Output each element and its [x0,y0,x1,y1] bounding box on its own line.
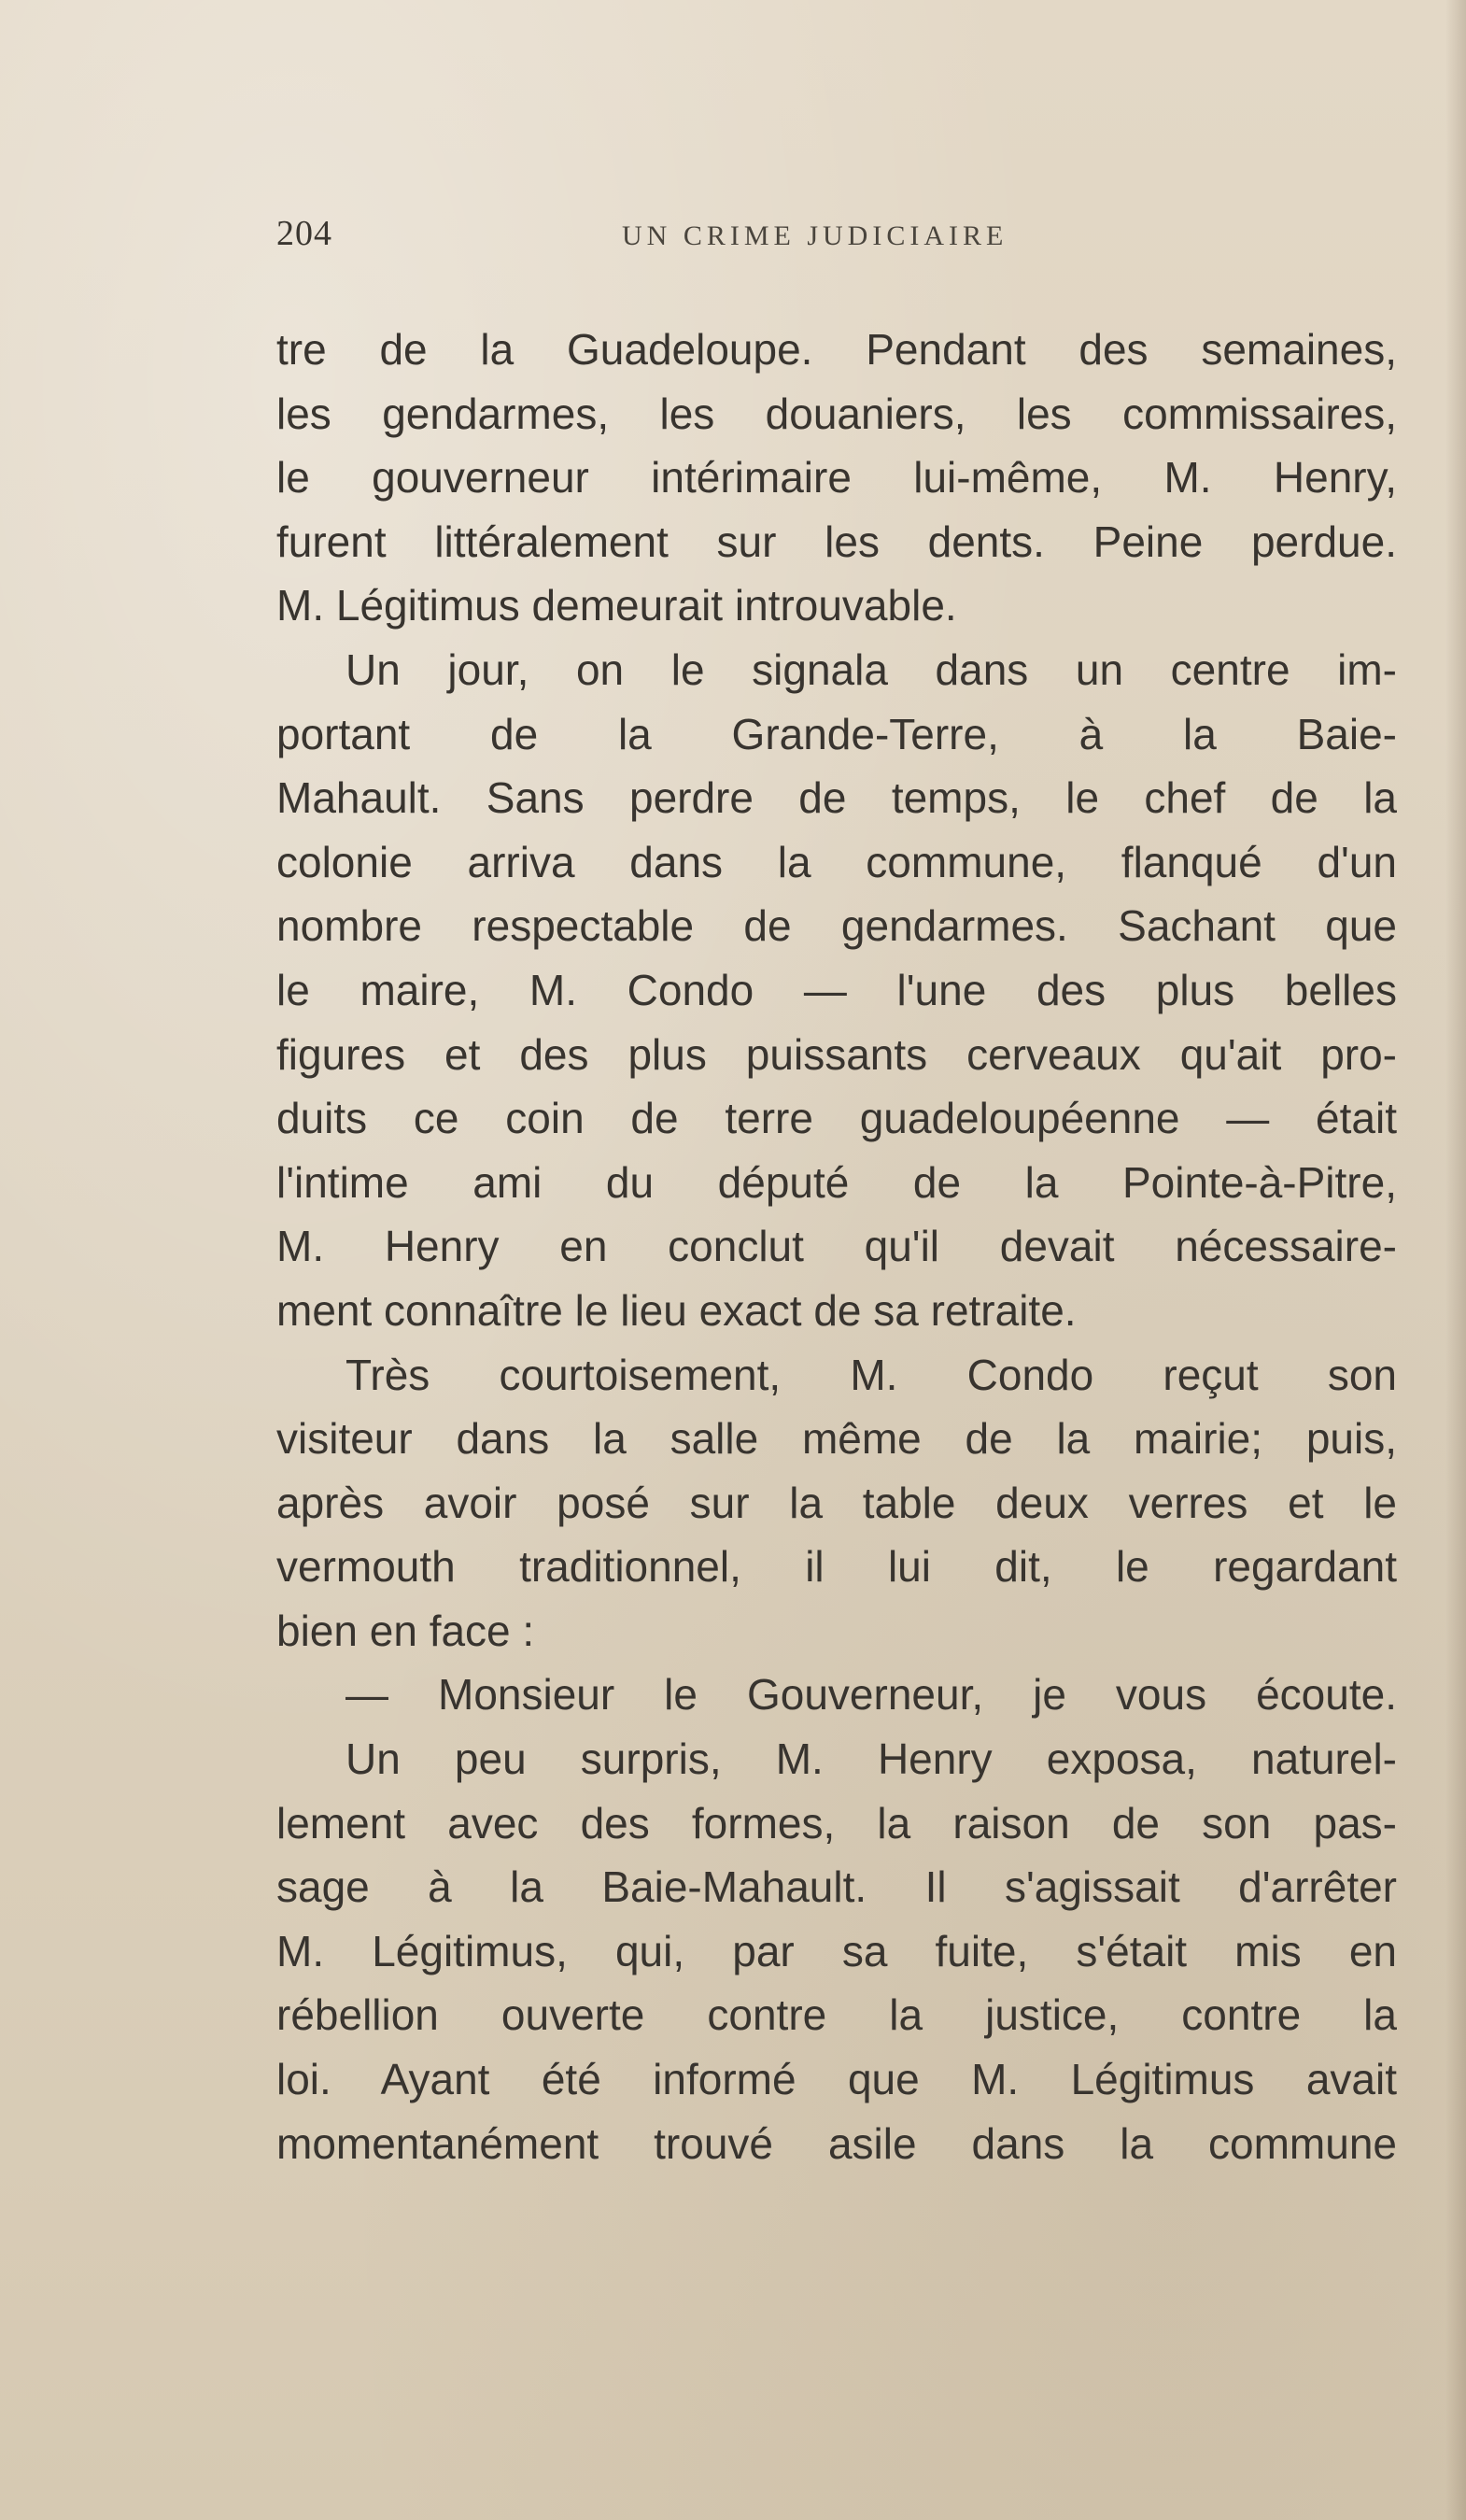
text-line: les gendarmes, les douaniers, les commissaires, [276,389,1397,438]
running-title: UN CRIME JUDICIAIRE [622,220,1008,251]
text-line: vermouth traditionnel, il lui dit, le regardant [276,1542,1397,1592]
page-header [276,213,1210,269]
text-line: colonie arriva dans la commune, flanqué d'un [276,837,1397,886]
text-line: Un peu surpris, M. Henry exposa, naturel- [345,1734,1397,1784]
text-line: ment connaître le lieu exact de sa retraite. [276,1285,1077,1335]
text-line: Mahault. Sans perdre de temps, le chef de la [276,773,1397,823]
text-line: sage à la Baie-Mahault. Il s'agissait d'arrêter [276,1862,1397,1912]
text-line: M. Légitimus, qui, par sa fuite, s'était mis en [276,1926,1397,1975]
text-line: lement avec des formes, la raison de son pas- [276,1798,1397,1848]
text-line: Un jour, on le signala dans un centre im- [345,644,1397,694]
text-line: duits ce coin de terre guadeloupéenne — était [276,1094,1397,1143]
text-line: nombre respectable de gendarmes. Sachant que [276,901,1397,951]
text-line: portant de la Grande-Terre, à la Baie- [276,709,1397,758]
text-line: après avoir posé sur la table deux verres et le [276,1478,1397,1527]
text-line: furent littéralement sur les dents. Peine perdue. [276,517,1397,566]
text-line: M. Henry en conclut qu'il devait nécessaire- [276,1222,1397,1271]
page-number: 204 [276,214,332,253]
text-line: momentanément trouvé asile dans la commune [276,2118,1397,2168]
text-line: l'intime ami du député de la Pointe-à-Pitre, [276,1157,1397,1207]
text-line: le gouverneur intérimaire lui-même, M. Henry, [276,453,1397,503]
text-line: — Monsieur le Gouverneur, je vous écoute. [345,1670,1397,1720]
page-edge-shadow [1445,0,1466,2520]
text-line: tre de la Guadeloupe. Pendant des semaines, [276,325,1397,374]
text-line: rébellion ouverte contre la justice, contre la [276,1990,1397,2040]
text-line: loi. Ayant été informé que M. Légitimus avait [276,2055,1397,2104]
text-line: Très courtoisement, M. Condo reçut son [345,1350,1397,1399]
text-line: figures et des plus puissants cerveaux qu'ait pro- [276,1029,1397,1079]
text-line: le maire, M. Condo — l'une des plus belles [276,965,1397,1014]
body-text [276,318,1397,2175]
text-line: bien en face : [276,1606,535,1655]
text-line: M. Légitimus demeurait introuvable. [276,581,957,630]
text-line: visiteur dans la salle même de la mairie; puis, [276,1414,1397,1464]
